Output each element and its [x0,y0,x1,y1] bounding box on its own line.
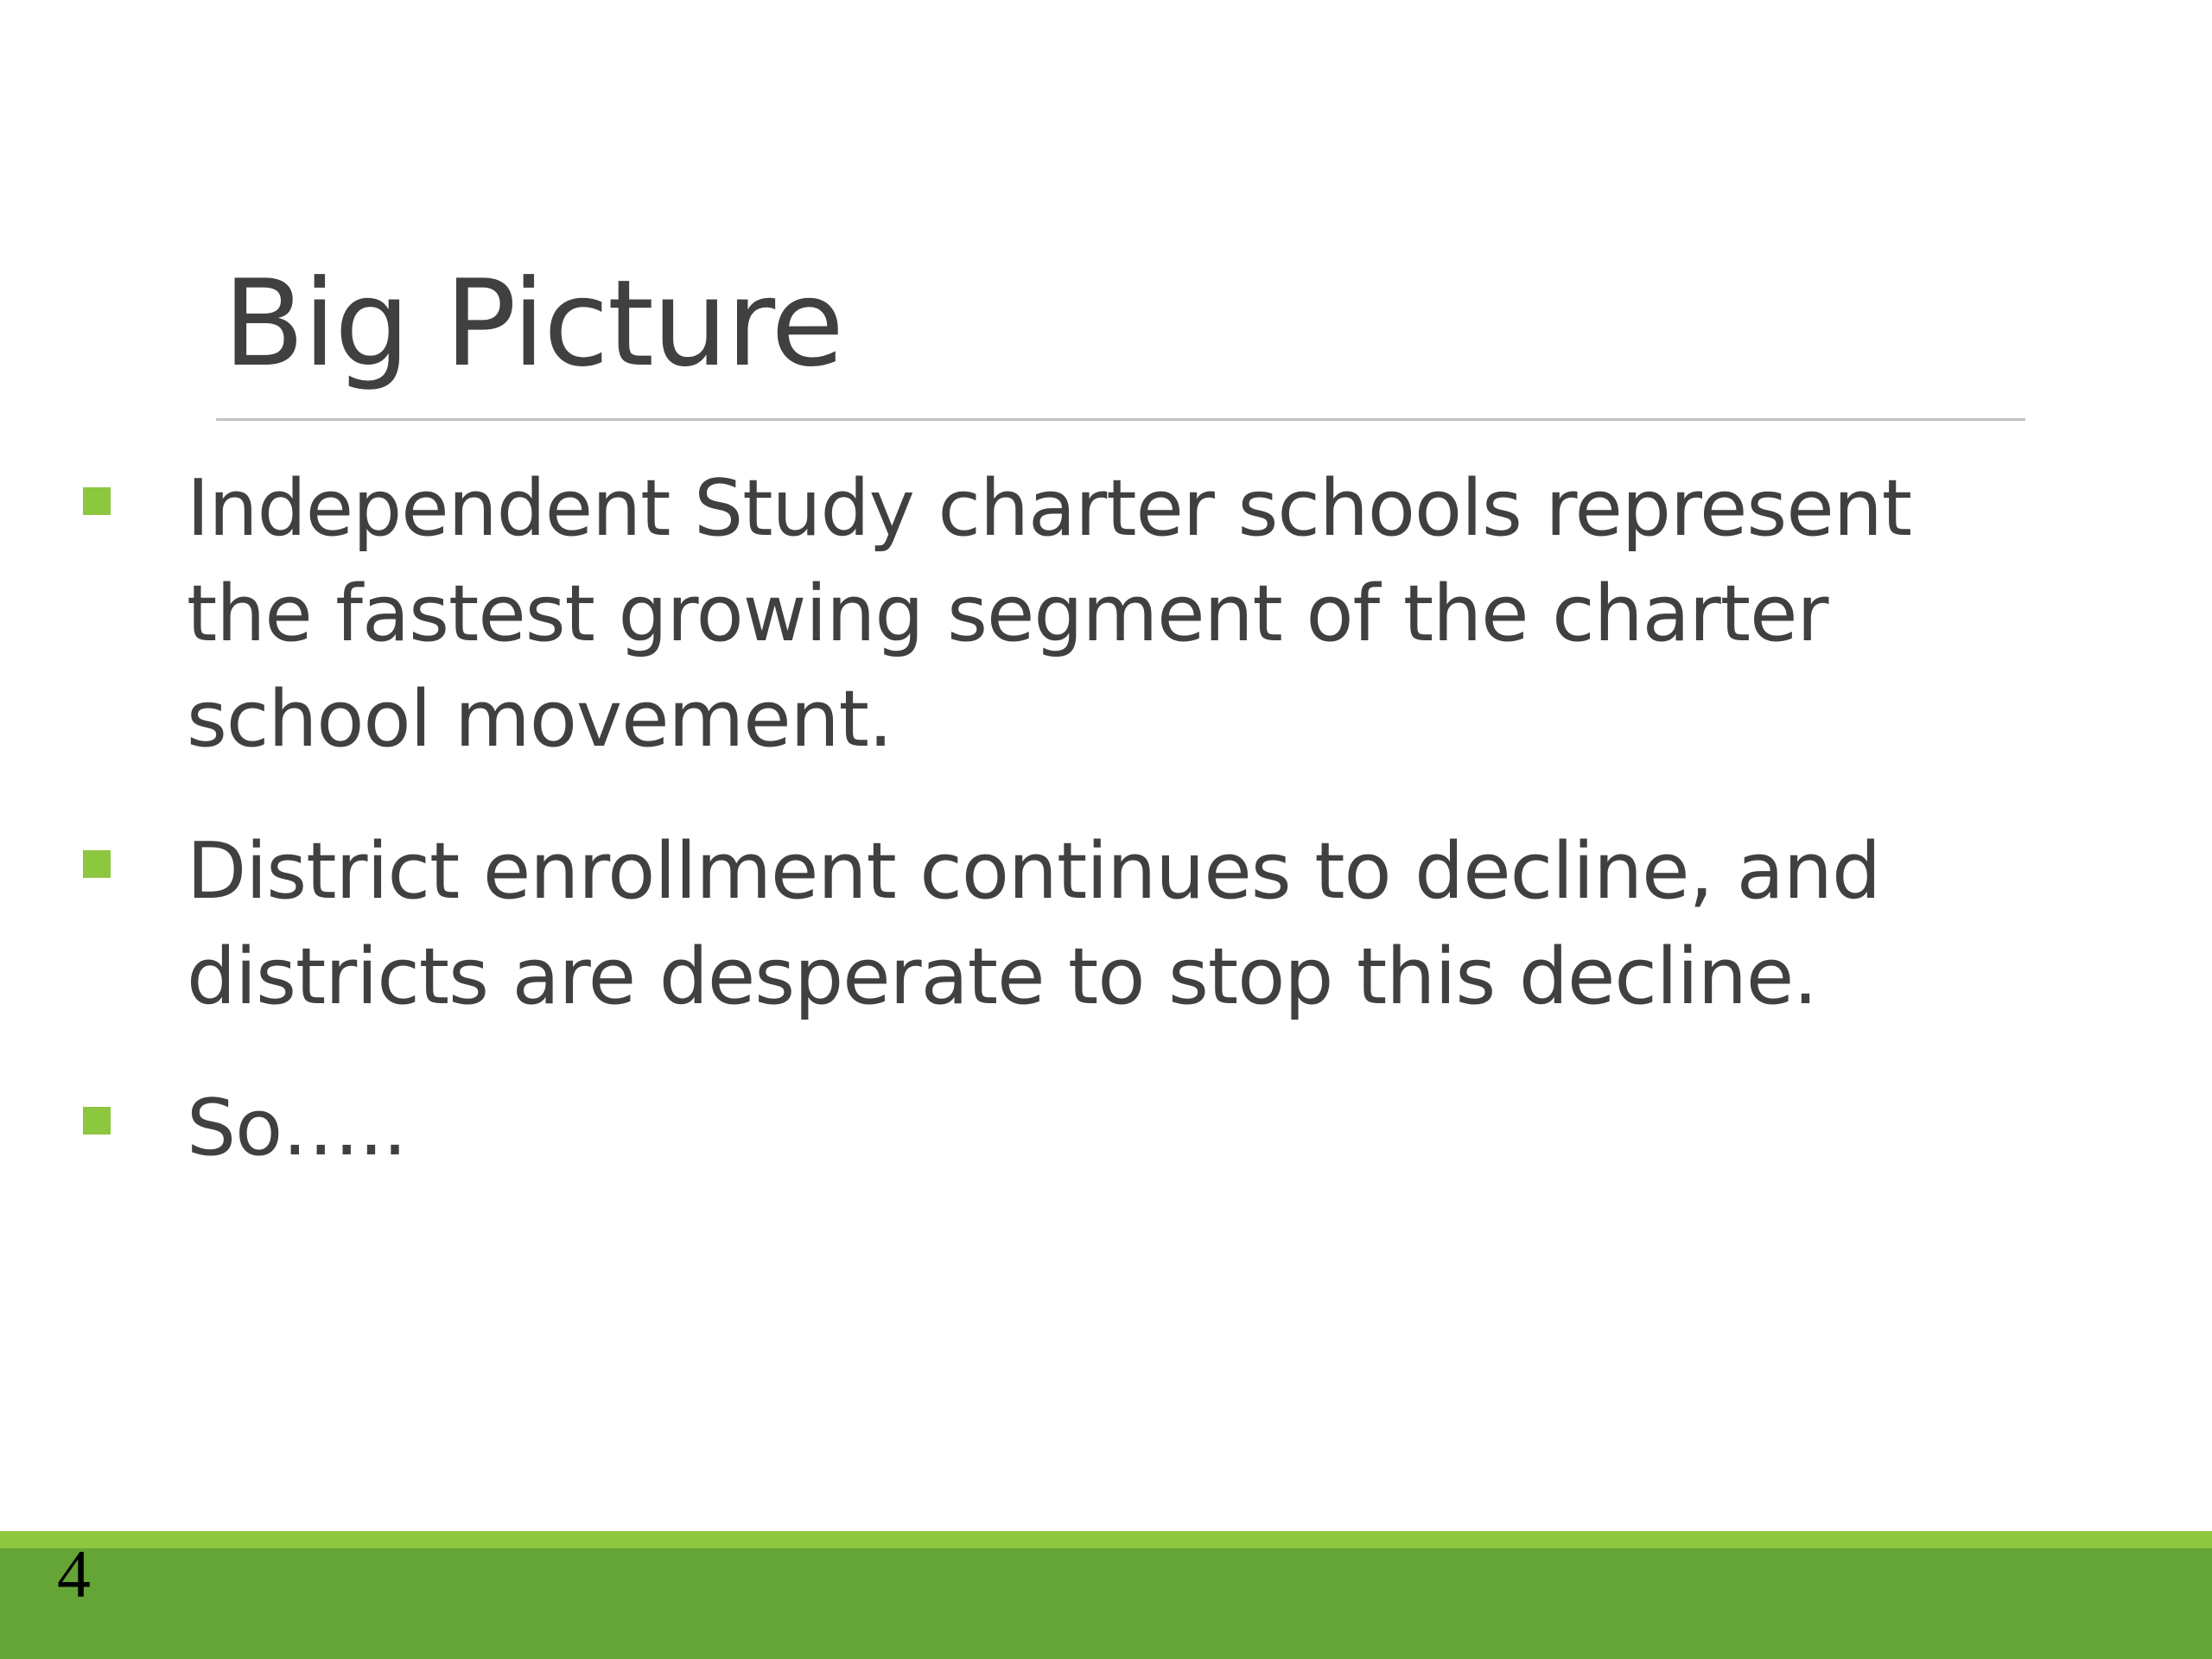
bullet-text: So….. [187,1083,407,1173]
footer-band [0,1548,2212,1659]
bullet-text: Independent Study charter schools represent the fastest growing segment of the charter school movement. [187,463,1912,765]
square-bullet-icon [83,850,111,878]
title-divider [216,418,2025,421]
slide-title: Big Picture [223,254,843,393]
footer-accent-stripe [0,1531,2212,1548]
square-bullet-icon [83,1107,111,1135]
slide-number: 4 [57,1536,91,1611]
square-bullet-icon [83,487,111,515]
bullet-text: District enrollment continues to decline, and districts are desperate to stop this decline. [187,826,1881,1022]
